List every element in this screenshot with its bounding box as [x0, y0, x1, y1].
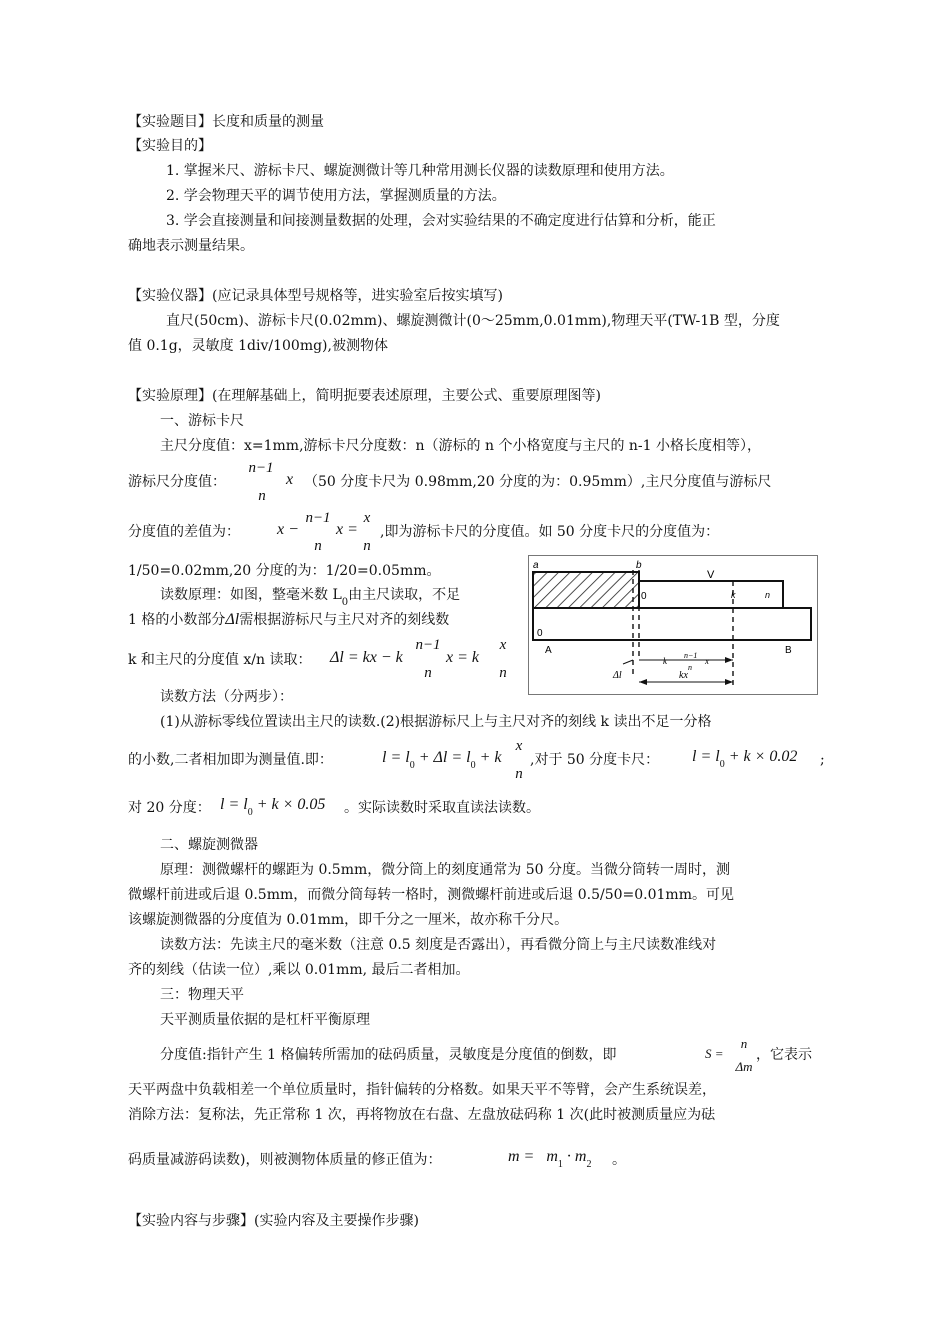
sec1-line-10b: ,对于 50 分度卡尺： [530, 752, 660, 768]
sec2-line-1: 原理：测微螺杆的螺距为 0.5mm，微分筒上的刻度通常为 50 分度。当微分筒转一周时，测 [160, 862, 730, 878]
sec2-title: 二、螺旋测微器 [160, 837, 258, 853]
sec3-line-1: 天平测质量依据的是杠杆平衡原理 [160, 1012, 370, 1028]
formula-vernier-x: x [286, 471, 294, 488]
purpose-item-2: 2. 学会物理天平的调节使用方法，掌握测质量的方法。 [166, 188, 506, 204]
instruments-line-2: 值 0.1g，灵敏度 1div/100mg),被测物体 [128, 338, 388, 354]
sec3-line-3: 天平两盘中负载相差一个单位质量时，指针偏转的分格数。如果天平不等臂，会产生系统误差， [128, 1082, 716, 1098]
instruments-bracket: 【实验仪器】 [128, 288, 212, 304]
formula-diff-xeq: x = [336, 521, 358, 538]
principle-heading [128, 386, 601, 406]
purpose-item-1: 1. 掌握米尺、游标卡尺、螺旋测微计等几种常用测长仪器的读数原理和使用方法。 [166, 163, 674, 179]
formula-diff-den2: n [363, 538, 371, 554]
sec1-line-6a: 1 格的小数部分 [128, 612, 226, 628]
label-k: k [731, 590, 736, 600]
instruments-note: (应记录具体型号规格等，进实验室后按实填写) [212, 288, 503, 304]
sec1-line-2b: （50 分度卡尺为 0.98mm,20 分度的为：0.95mm）,主尺分度值与游标尺 [304, 474, 772, 490]
sec1-line-11b: 。实际读数时采取直读法读数。 [344, 800, 540, 816]
formula-reading-num: x [515, 738, 523, 754]
label-fraction-num: n−1 [684, 651, 698, 660]
formula-sens-num: n [740, 1036, 748, 1051]
label-fraction-dim: k [663, 656, 667, 666]
vernier-bar [639, 581, 783, 608]
sec1-line-6b: 需根据游标尺与主尺对齐的刻线数 [239, 612, 450, 628]
formula-sens-S: S = [705, 1046, 724, 1061]
instruments-line-1: 直尺(50cm)、游标卡尺(0.02mm)、螺旋测微计(0～25mm,0.01mm),物理天平(TW-1B 型，分度 [166, 313, 780, 329]
sec1-line-11a: 对 20 分度： [128, 800, 211, 816]
sec1-line-1: 主尺分度值：x=1mm,游标卡尺分度数：n（游标的 n 个小格宽度与主尺的 n-1 小格长度相等）， [160, 438, 762, 454]
steps-bracket: 【实验内容与步骤】 [128, 1213, 254, 1229]
sec2-line-2: 微螺杆前进或后退 0.5mm，而微分筒每转一格时，测微螺杆前进或后退 0.5/50=0.01mm。可见 [128, 887, 734, 903]
label-A: A [545, 645, 552, 656]
sec1-line-7: k 和主尺的分度值 x/n 读取： [128, 652, 312, 668]
label-fraction-x: x [705, 656, 709, 666]
sec3-line-5: 码质量减游码读数)，则被测物体质量的修正值为： [128, 1152, 442, 1168]
label-a: a [533, 560, 539, 571]
sec1-line-3a: 分度值的差值为： [128, 524, 240, 540]
steps-heading [128, 1211, 419, 1231]
sec2-line-4: 读数方法：先读主尺的毫米数（注意 0.5 刻度是否露出），再看微分筒上与主尺读数准线对 [160, 937, 717, 953]
sec1-line-10a: 的小数,二者相加即为测量值.即： [128, 752, 333, 768]
sec1-line-5b: 由主尺读取，不足 [348, 587, 461, 603]
vernier-figure [528, 555, 818, 695]
sec1-line-2a: 游标尺分度值： [128, 474, 226, 490]
instruments-heading [128, 286, 503, 306]
sec1-line-3b: ,即为游标卡尺的分度值。如 50 分度卡尺的分度值为： [380, 524, 720, 540]
formula-dl: Δl = kx − k [330, 649, 403, 666]
main-scale-bar [533, 608, 811, 640]
l0-subscript: 0 [341, 597, 349, 608]
label-kx: kx [679, 670, 688, 681]
principle-bracket: 【实验原理】 [128, 388, 212, 404]
sec3-line-5-end: 。 [612, 1152, 626, 1168]
formula-dl-num2: x [499, 637, 507, 653]
sec2-line-5: 齐的刻线（估读一位）,乘以 0.01mm, 最后二者相加。 [128, 962, 470, 978]
purpose-heading: 【实验目的】 [128, 138, 212, 154]
sec1-line-5a: 读数原理：如图，整毫米数 L [160, 587, 342, 603]
formula-dl-num: n−1 [415, 637, 441, 653]
semicolon: ; [820, 752, 825, 768]
delta-l-symbol: Δl [225, 611, 240, 628]
sec2-line-3: 该螺旋测微器的分度值为 0.01mm，即千分之一厘米，故亦称千分尺。 [128, 912, 569, 928]
sec3-line-2b: ，它表示 [756, 1047, 812, 1063]
sec1-line-4: 1/50=0.02mm,20 分度的为：1/20=0.05mm。 [128, 563, 441, 579]
principle-note: (在理解基础上，简明扼要表述原理，主要公式、重要原理图等) [212, 388, 601, 404]
formula-mass-correction: $m = m_1 \cdot m_2$ [508, 1148, 592, 1170]
sec3-title: 三：物理天平 [160, 987, 244, 1003]
sec1-line-6 [128, 610, 449, 630]
formula-sens-den: Δm [735, 1059, 753, 1074]
steps-note: (实验内容及主要操作步骤) [254, 1213, 419, 1229]
formula-diff-num2: x [363, 510, 371, 526]
formula-reading-den: n [515, 766, 523, 782]
sec1-line-5 [160, 585, 460, 607]
title-text: 长度和质量的测量 [212, 114, 324, 130]
formula-20-div: $l = l_0 + k \times 0.05$ [220, 796, 326, 818]
sec1-line-9: (1)从游标零线位置读出主尺的读数.(2)根据游标尺上与主尺对齐的刻线 k 读出不足一分格 [160, 714, 712, 730]
vernier-diagram [529, 556, 817, 694]
formula-diff-x: x − [277, 521, 299, 538]
label-dl: Δl [613, 670, 622, 681]
sec3-line-2: 分度值:指针产生 1 格偏转所需加的砝码质量，灵敏度是分度值的倒数，即 [160, 1047, 617, 1063]
sec1-line-8: 读数方法（分两步）： [160, 689, 293, 705]
formula-dl-x: x = k [446, 649, 479, 666]
formula-dl-den2: n [499, 665, 507, 681]
label-V: V [707, 569, 715, 581]
jaw-block [533, 572, 639, 608]
formula-vernier-num: n−1 [248, 460, 274, 476]
title-bracket: 【实验题目】 [128, 114, 212, 130]
label-B: B [785, 645, 792, 656]
label-zero-main: 0 [537, 628, 543, 639]
purpose-item-3-cont: 确地表示测量结果。 [128, 238, 254, 254]
formula-vernier-den: n [258, 488, 266, 504]
title-line [128, 112, 324, 132]
formula-diff-den: n [314, 538, 322, 554]
label-b: b [636, 560, 642, 571]
sec1-title: 一、游标卡尺 [160, 413, 244, 429]
formula-reading: $l = l_0 + \Delta l = l_0 + k$ [382, 749, 502, 771]
label-zero-vernier: 0 [641, 591, 647, 602]
sec3-line-4: 消除方法：复称法，先正常称 1 次，再将物放在右盘、左盘放砝码称 1 次(此时被测质量应为砝 [128, 1107, 716, 1123]
purpose-item-3: 3. 学会直接测量和间接测量数据的处理，会对实验结果的不确定度进行估算和分析，能正 [166, 213, 716, 229]
formula-50-div: $l = l_0 + k \times 0.02$ [692, 748, 798, 770]
formula-diff-num: n−1 [305, 510, 331, 526]
label-fraction-den: n [688, 663, 692, 672]
formula-dl-den: n [424, 665, 432, 681]
label-n: n [765, 590, 771, 600]
